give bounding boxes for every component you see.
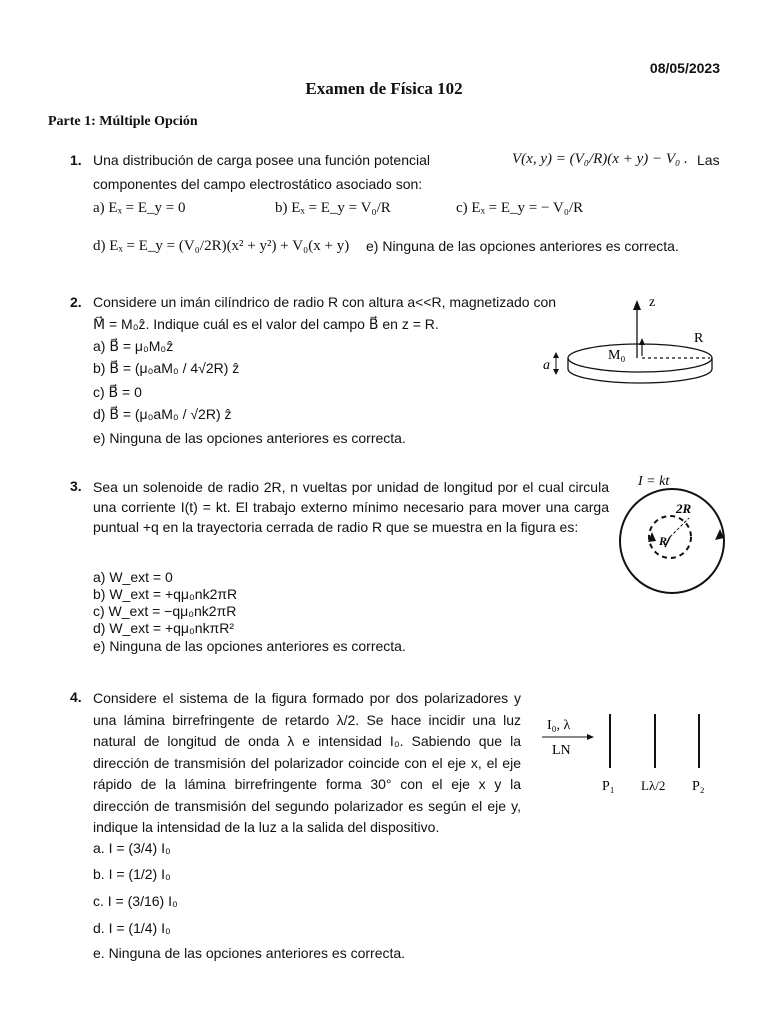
q1-option-a: a) Eₓ = E_y = 0 [93,200,186,216]
z-label: z [649,295,656,310]
plate-label: Lλ/2 [641,778,666,793]
q3-option-c: c) W_ext = −qμ₀nk2πR [93,603,237,619]
q2-option-d: d) B⃗ = (μ₀aM₀ / √2R) ẑ [93,406,232,422]
q1-option-b: b) Eₓ = E_y = V₀/R [275,200,391,216]
q3-option-b: b) W_ext = +qμ₀nk2πR [93,586,238,602]
q1-number: 1. [70,152,82,168]
q4-figure [540,708,730,798]
z-arrowhead [633,300,641,310]
q2-option-e: e) Ninguna de las opciones anteriores es correcta. [93,430,406,446]
q4-option-b: b. I = (1/2) I₀ [93,866,171,882]
q1-text-b: Las [697,152,720,168]
q3-option-d: d) W_ext = +qμ₀nkπR² [93,620,235,636]
q4-option-d: d. I = (1/4) I₀ [93,920,171,936]
q4-text: Considere el sistema de la figura formado por dos polarizadores y una lámina birrefringente de retardo λ/2. Se hace incidir una luz natural de longitud de onda λ e intensidad I₀. Sabiendo que la dirección de transmisión del polarizador coincide con el eje x, el eje rápido de la lámina birrefringente forma 30° con el eje x y la dirección de transmisión del segundo polarizador es según el eje y, indique la intensidad de la luz a la salida del dispositivo. [93,690,521,835]
p1-label: P₁ [602,779,615,794]
solenoid-circle [620,489,724,593]
q1-potential: V(x, y) = (V₀/R)(x + y) − V₀ . [512,151,688,167]
q3-text: Sea un solenoide de radio 2R, n vueltas por unidad de longitud por el cual circula una corriente I(t) = kt. El trabajo externo mínimo necesario para mover una carga puntual +q en la trayectoria cerrada de radio R que se muestra en la figura es: [93,479,609,535]
q3-number: 3. [70,478,82,494]
q3-option-e: e) Ninguna de las opciones anteriores es correcta. [93,638,406,654]
page-title: Examen de Física 102 [305,79,463,98]
q1-option-d: d) Eₓ = E_y = (V₀/2R)(x² + y²) + V₀(x + y) [93,238,350,254]
p2-label: P₂ [692,779,705,794]
r-small-label: R [659,534,668,548]
q2-figure [540,292,740,407]
section-heading: Parte 1: Múltiple Opción [48,114,198,129]
r-label: R [694,331,704,346]
m0-label: M₀ [608,348,626,363]
exam-date: 08/05/2023 [649,60,720,76]
q3-figure [612,468,737,598]
q4-option-a: a. I = (3/4) I₀ [93,840,171,856]
q2-option-a: a) B⃗ = μ₀M₀ẑ [93,338,174,354]
q1-text-c: componentes del campo electrostático asociado son: [93,176,423,192]
ln-label: LN [552,743,571,758]
beam-label: I₀, λ [547,718,571,733]
radius-2r [670,518,689,537]
q2-option-b: b) B⃗ = (μ₀aM₀ / 4√2R) ẑ [93,360,240,376]
q1-option-c: c) Eₓ = E_y = − V₀/R [456,200,584,216]
q3-option-a: a) W_ext = 0 [93,569,173,585]
q1-option-e: e) Ninguna de las opciones anteriores es correcta. [366,238,679,254]
a-label: a [543,358,550,373]
current-label: I = kt [638,474,670,489]
q2-number: 2. [70,294,82,310]
q4-option-c: c. I = (3/16) I₀ [93,893,178,909]
r2-label: 2R [676,501,692,516]
q2-line2: M⃗ = M₀ẑ. Indique cuál es el valor del campo B⃗ en z = R. [93,316,439,332]
q4-number: 4. [70,689,82,705]
q2-line1: Considere un imán cilíndrico de radio R con altura a<<R, magnetizado con [93,294,557,310]
q1-text-a: Una distribución de carga posee una función potencial [93,152,431,168]
q4-option-e: e. Ninguna de las opciones anteriores es correcta. [93,945,406,961]
q2-option-c: c) B⃗ = 0 [93,384,142,400]
